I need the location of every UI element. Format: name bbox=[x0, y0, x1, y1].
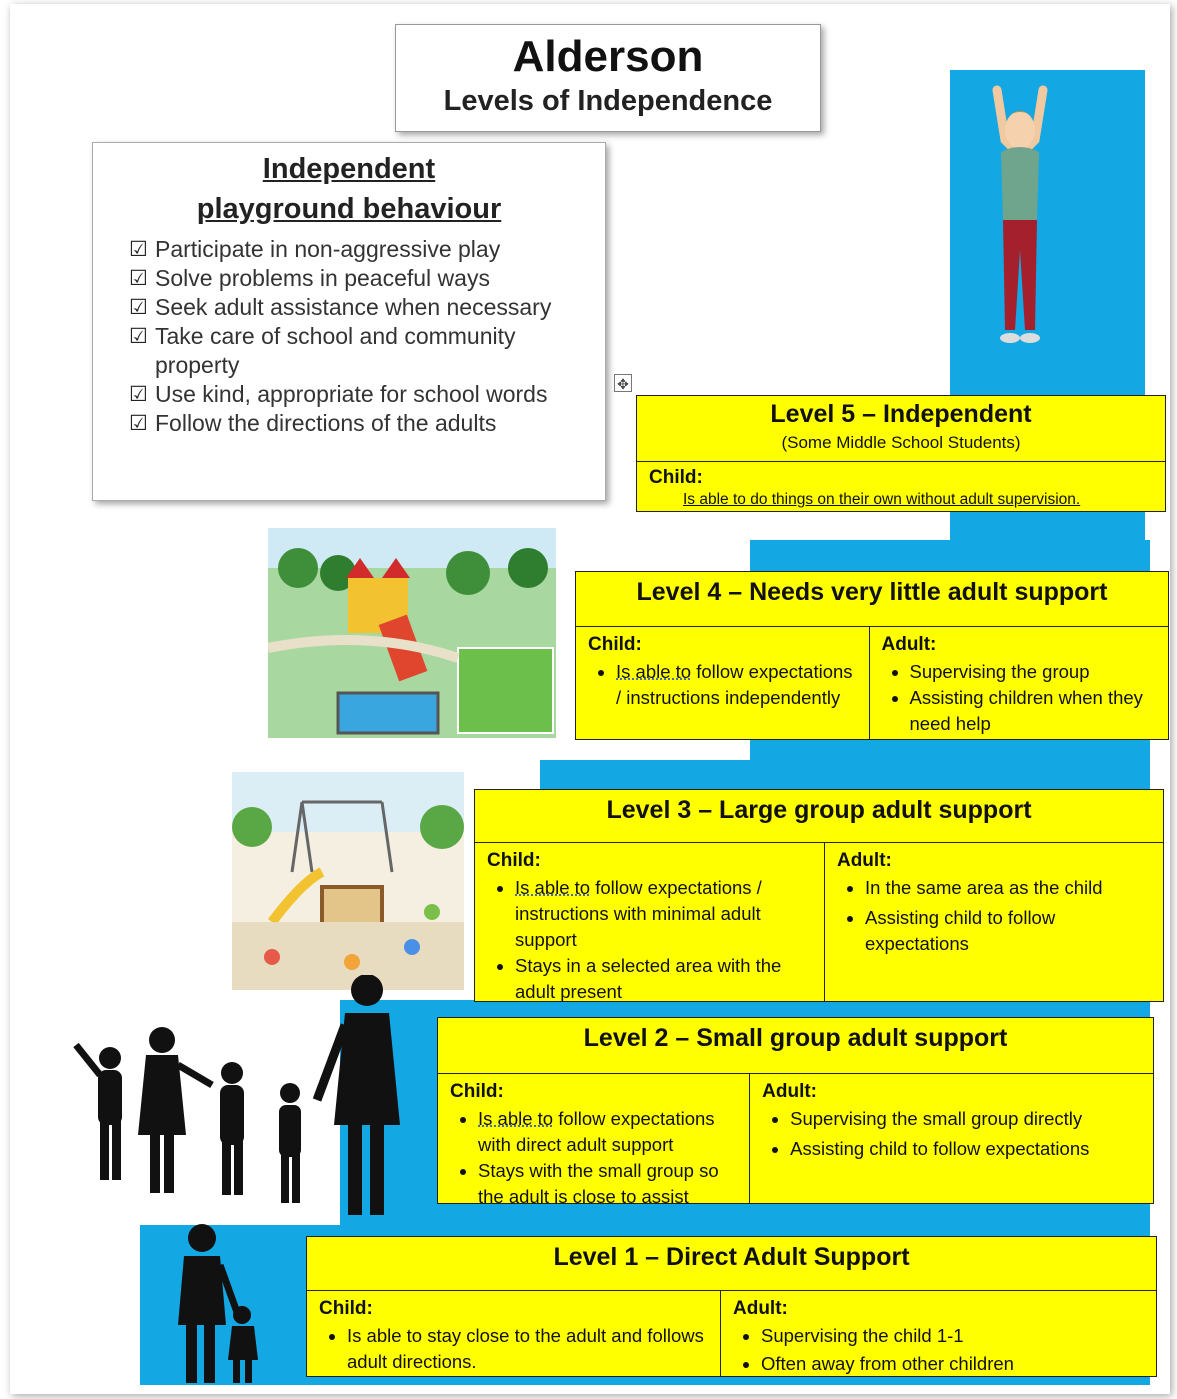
school-name: Alderson bbox=[512, 32, 704, 81]
level-1-adult-col: Adult: • Supervising the child 1-1 • Often away from other children bbox=[720, 1291, 1156, 1376]
level-3-adult-col: Adult: • In the same area as the child • Assisting child to follow expectations bbox=[824, 843, 1163, 1001]
level-5-child-text: Is able to do things on their own without adult supervision. bbox=[683, 491, 1081, 508]
level-4-columns bbox=[576, 627, 1168, 739]
level-1-header bbox=[307, 1237, 1156, 1291]
checklist-item: ☑ Seek adult assistance when necessary bbox=[129, 294, 552, 320]
level-2-child-col: Child: • Is able to follow expectations with direct adult support • Stays with the small group so the adult is close to assist bbox=[438, 1074, 749, 1203]
level-3-box bbox=[474, 789, 1164, 1002]
checkbox-icon: ☑ bbox=[129, 238, 148, 261]
adult-child-silhouette bbox=[160, 1220, 270, 1385]
level-1-child-item: • Is able to stay close to the adult and follows adult directions. bbox=[347, 1323, 712, 1375]
playground-illustration bbox=[268, 528, 556, 738]
level-4-title: Level 4 – Needs very little adult support bbox=[636, 578, 1108, 606]
checklist bbox=[93, 235, 605, 438]
level-1-child-col: Child: • Is able to stay close to the adult and follows adult directions. bbox=[307, 1291, 720, 1376]
level-5-header bbox=[637, 396, 1165, 462]
level-2-adult-item: • Supervising the small group directly bbox=[790, 1106, 1145, 1132]
park-illustration bbox=[232, 772, 464, 990]
checklist-heading: Independent playground behaviour bbox=[196, 153, 502, 225]
level-5-box bbox=[636, 395, 1166, 512]
level-1-columns bbox=[307, 1291, 1156, 1376]
checkbox-icon: ☑ bbox=[129, 325, 148, 348]
level-2-adult-item: • Assisting child to follow expectations bbox=[790, 1136, 1145, 1162]
page-title: Levels of Independence bbox=[443, 85, 773, 117]
level-2-child-item: • Stays with the small group so the adult is close to assist bbox=[478, 1158, 741, 1210]
level-2-box bbox=[437, 1017, 1154, 1207]
level-4-header bbox=[576, 572, 1168, 627]
level-2-adult-col: Adult: • Supervising the small group directly • Assisting child to follow expectations bbox=[749, 1074, 1153, 1203]
family-silhouette bbox=[62, 975, 422, 1225]
level-2-columns bbox=[438, 1074, 1153, 1207]
boy-cheering-illustration bbox=[975, 80, 1065, 350]
level-3-adult-item: • Assisting child to follow expectations bbox=[865, 905, 1155, 957]
level-4-box bbox=[575, 571, 1169, 740]
level-1-title: Level 1 – Direct Adult Support bbox=[553, 1243, 910, 1271]
level-3-child-item: • Stays in a selected area with the adult present bbox=[515, 953, 816, 1005]
level-5-child-label: Child: bbox=[649, 467, 703, 488]
level-4-adult-col: Adult: • Supervising the group • Assisting children when they need help bbox=[869, 627, 1169, 739]
level-3-header bbox=[475, 790, 1163, 843]
level-4-adult-item: • Supervising the group bbox=[910, 659, 1161, 685]
level-3-child-col: Child: • Is able to follow expectations / instructions with minimal adult support • Stays in a selected area with the adult present bbox=[475, 843, 824, 1001]
level-4-adult-item: • Assisting children when they need help bbox=[910, 685, 1161, 737]
level-1-adult-item: • Supervising the child 1-1 bbox=[761, 1323, 1148, 1349]
level-3-adult-item: • In the same area as the child bbox=[865, 875, 1155, 901]
checklist-item: ☑ Take care of school and community property bbox=[129, 323, 516, 378]
checklist-item: ☑ Use kind, appropriate for school words bbox=[129, 381, 548, 407]
title-box bbox=[395, 24, 821, 132]
checklist-item: ☑ Participate in non-aggressive play bbox=[129, 236, 501, 262]
level-1-adult-item: • Often away from other children bbox=[761, 1351, 1148, 1377]
level-5-subtitle: (Some Middle School Students) bbox=[781, 433, 1021, 452]
level-3-title: Level 3 – Large group adult support bbox=[606, 796, 1032, 824]
level-1-box bbox=[306, 1236, 1157, 1377]
behaviour-checklist bbox=[92, 142, 606, 501]
checkbox-icon: ☑ bbox=[129, 267, 148, 290]
level-2-header bbox=[438, 1018, 1153, 1074]
checkbox-icon: ☑ bbox=[129, 296, 148, 319]
checklist-item: ☑ Follow the directions of the adults bbox=[129, 410, 497, 436]
checkbox-icon: ☑ bbox=[129, 383, 148, 406]
level-4-child-item: • Is able to follow expectations / instructions independently bbox=[616, 659, 861, 711]
checkbox-icon: ☑ bbox=[129, 412, 148, 435]
level-3-child-item: • Is able to follow expectations / instructions with minimal adult support bbox=[515, 875, 816, 953]
level-3-columns bbox=[475, 843, 1163, 1001]
level-2-child-item: • Is able to follow expectations with direct adult support bbox=[478, 1106, 741, 1158]
level-5-title: Level 5 – Independent bbox=[770, 400, 1032, 428]
move-handle-icon[interactable]: ✥ bbox=[614, 374, 632, 392]
checklist-item: ☑ Solve problems in peaceful ways bbox=[129, 265, 490, 291]
level-2-title: Level 2 – Small group adult support bbox=[583, 1024, 1008, 1052]
level-4-child-col: Child: • Is able to follow expectations / instructions independently bbox=[576, 627, 869, 739]
